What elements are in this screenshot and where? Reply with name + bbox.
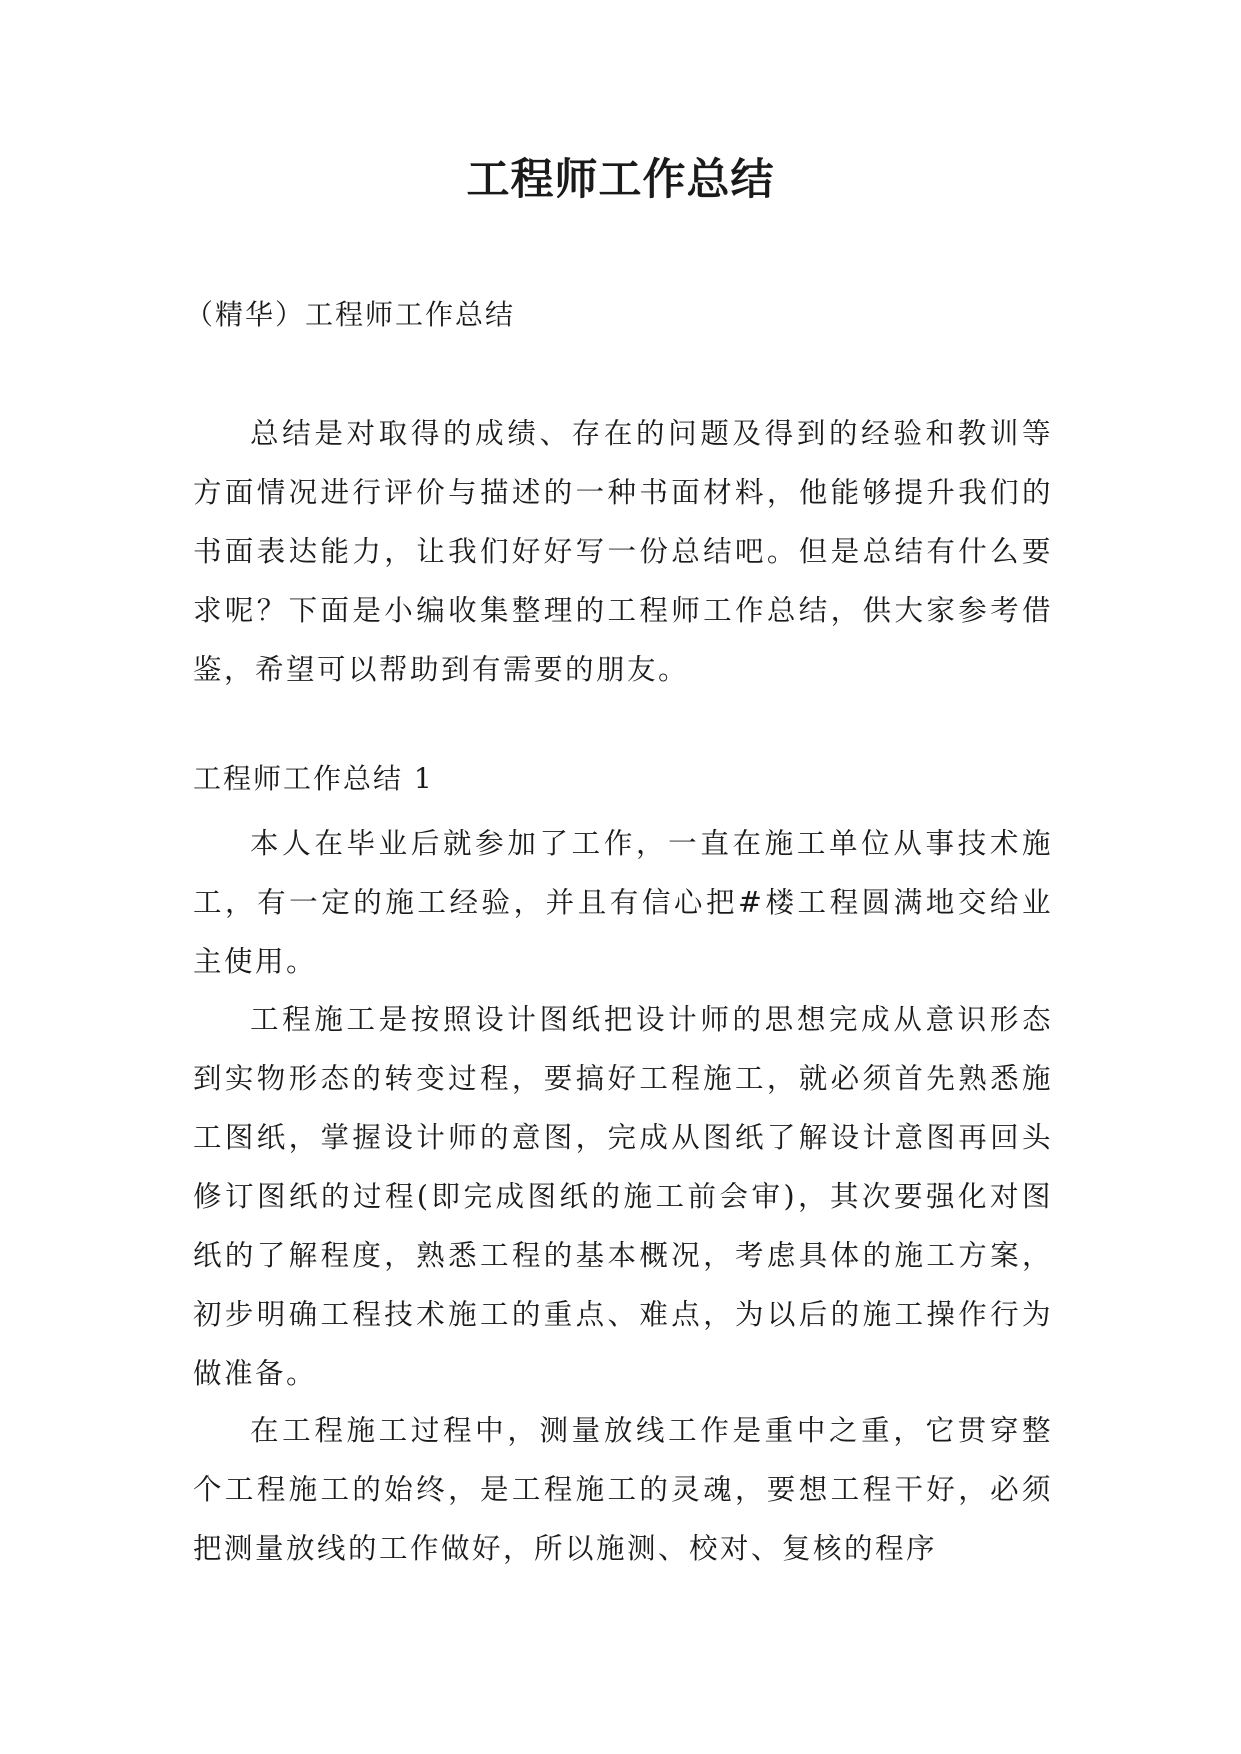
intro-paragraph: 总结是对取得的成绩、存在的问题及得到的经验和教训等方面情况进行评价与描述的一种书面材料，他能够提升我们的书面表达能力，让我们好好写一份总结吧。但是总结有什么要求呢？下面是小编收集整理的工程师工作总结，供大家参考借鉴，希望可以帮助到有需要的朋友。 (193, 417, 1053, 686)
body-paragraph: 工程施工是按照设计图纸把设计师的思想完成从意识形态到实物形态的转变过程，要搞好工程施工，就必须首先熟悉施工图纸，掌握设计师的意图，完成从图纸了解设计意图再回头修订图纸的过程(即完成图纸的施工前会审)，其次要强化对图纸的了解程度，熟悉工程的基本概况，考虑具体的施工方案，初步明确工程技术施工的重点、难点，为以后的施工操作行为做准备。 (193, 1003, 1053, 1390)
body-paragraph: 本人在毕业后就参加了工作，一直在施工单位从事技术施工，有一定的施工经验，并且有信心把#楼工程圆满地交给业主使用。 (193, 827, 1053, 978)
body-paragraph: 在工程施工过程中，测量放线工作是重中之重，它贯穿整个工程施工的始终，是工程施工的灵魂，要想工程干好，必须把测量放线的工作做好，所以施测、校对、复核的程序 (193, 1414, 1053, 1565)
document-title: 工程师工作总结 (466, 155, 775, 205)
document-subtitle: （精华）工程师工作总结 (185, 298, 516, 331)
section-heading: 工程师工作总结 1 (193, 762, 434, 795)
